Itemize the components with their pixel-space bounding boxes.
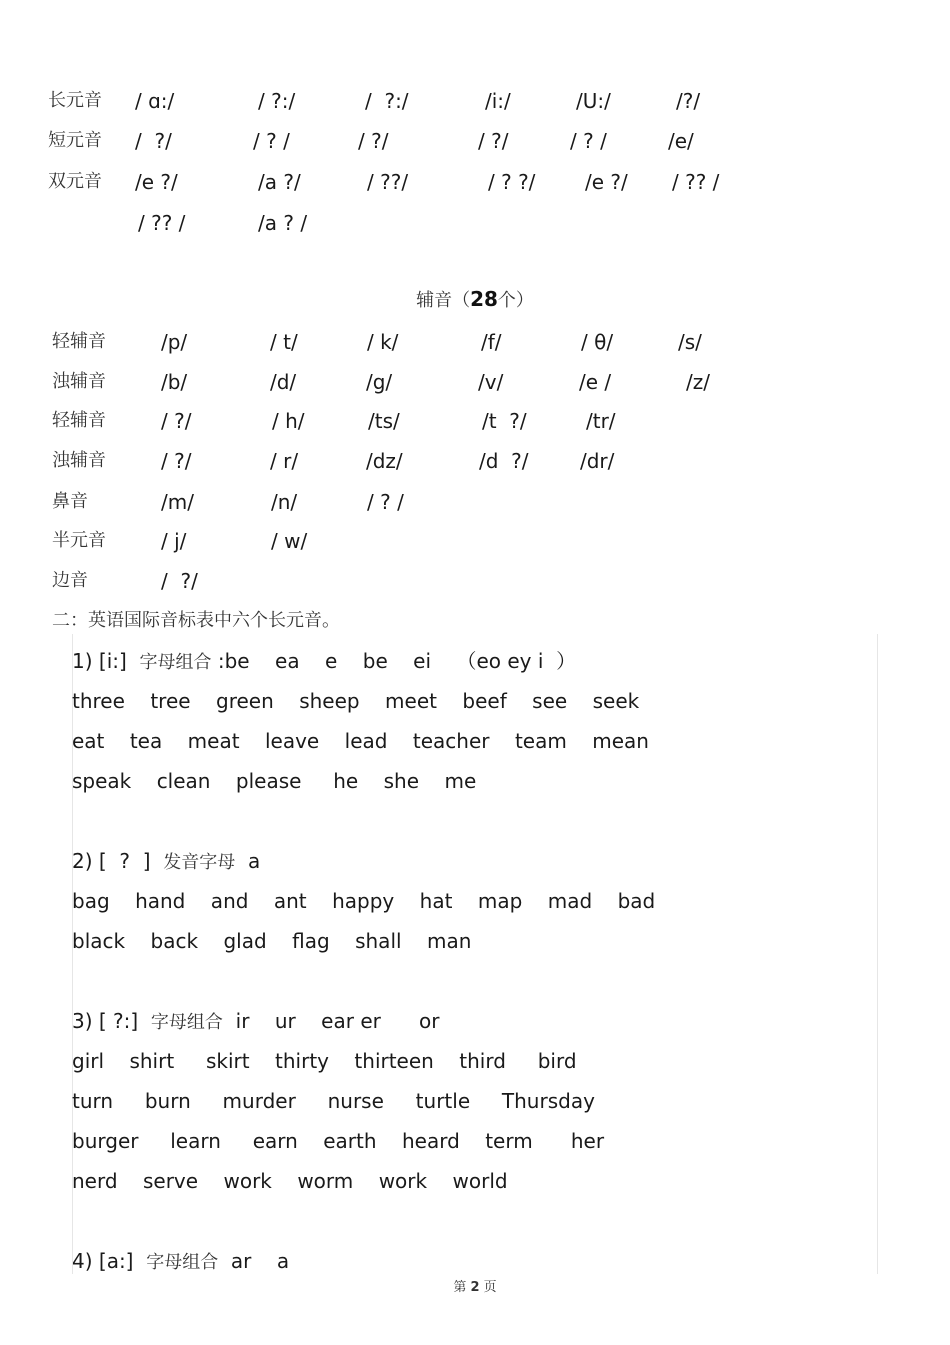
phoneme: / t/ bbox=[270, 330, 298, 354]
consonant-row bbox=[0, 446, 950, 476]
phoneme: / ?:/ bbox=[258, 89, 296, 113]
word-line: bag hand and ant happy hat map mad bad bbox=[72, 889, 656, 913]
vowel-block-2 bbox=[72, 841, 872, 961]
phoneme: / k/ bbox=[367, 330, 399, 354]
word-line: burger learn earn earth heard term her bbox=[72, 1129, 605, 1153]
vowel-row-diphthong-cont bbox=[0, 208, 950, 238]
word-line: eat tea meat leave lead teacher team mean bbox=[72, 729, 649, 753]
phoneme: / ?/ bbox=[161, 569, 198, 593]
block-heading: 3) [ ?:] 字母组合 ir ur ear er or bbox=[72, 1009, 440, 1033]
row-label: 边音 bbox=[52, 570, 88, 591]
phoneme: /e/ bbox=[668, 129, 694, 153]
word-line: black back glad flag shall man bbox=[72, 929, 472, 953]
consonant-row bbox=[0, 487, 950, 517]
row-label: 短元音 bbox=[48, 130, 102, 151]
phoneme: / ?/ bbox=[478, 129, 509, 153]
phoneme: /tr/ bbox=[586, 409, 616, 433]
consonant-row bbox=[0, 327, 950, 357]
phoneme: /?/ bbox=[676, 89, 701, 113]
vowel-row-long bbox=[0, 86, 950, 116]
row-label: 半元音 bbox=[52, 530, 106, 551]
word-line: turn burn murder nurse turtle Thursday bbox=[72, 1089, 595, 1113]
phoneme: /a ? / bbox=[258, 211, 308, 235]
phoneme: / ? / bbox=[367, 490, 404, 514]
consonant-row bbox=[0, 526, 950, 556]
block-heading: 4) [a:] 字母组合 ar a bbox=[72, 1249, 290, 1273]
phoneme: / ?/ bbox=[135, 129, 172, 153]
phoneme: / ? ?/ bbox=[488, 170, 536, 194]
phoneme: /b/ bbox=[161, 370, 188, 394]
page-number: 第 2 页 bbox=[453, 1280, 497, 1295]
phoneme: / ? / bbox=[570, 129, 607, 153]
phoneme: /n/ bbox=[271, 490, 298, 514]
word-line: speak clean please he she me bbox=[72, 769, 477, 793]
phoneme: / ɑ:/ bbox=[135, 89, 175, 113]
vowel-row-short bbox=[0, 126, 950, 156]
frame-line-right bbox=[877, 634, 878, 1274]
block-heading: 2) [ ? ] 发音字母 a bbox=[72, 849, 261, 873]
phoneme: / j/ bbox=[161, 529, 187, 553]
phoneme: /f/ bbox=[481, 330, 502, 354]
vowel-block-1 bbox=[72, 641, 872, 801]
phoneme: / ?/ bbox=[358, 129, 389, 153]
vowel-block-4 bbox=[72, 1241, 872, 1281]
consonant-section-title: 辅音（28个） bbox=[416, 287, 534, 311]
word-line: nerd serve work worm work world bbox=[72, 1169, 508, 1193]
word-line: girl shirt skirt thirty thirteen third bird bbox=[72, 1049, 577, 1073]
phoneme: / ?/ bbox=[161, 449, 192, 473]
phoneme: /e / bbox=[579, 370, 612, 394]
phoneme: /t ?/ bbox=[482, 409, 527, 433]
phoneme: /g/ bbox=[366, 370, 393, 394]
phoneme: / r/ bbox=[270, 449, 299, 473]
phoneme: / w/ bbox=[271, 529, 308, 553]
phoneme: / ??/ bbox=[367, 170, 409, 194]
phoneme: /ts/ bbox=[368, 409, 400, 433]
phoneme: /i:/ bbox=[485, 89, 511, 113]
phoneme: /d ?/ bbox=[479, 449, 529, 473]
phoneme: /a ?/ bbox=[258, 170, 301, 194]
consonant-row bbox=[0, 406, 950, 436]
phoneme: /z/ bbox=[686, 370, 710, 394]
word-line: three tree green sheep meet beef see seek bbox=[72, 689, 640, 713]
phoneme: / ? / bbox=[253, 129, 290, 153]
phoneme: / ?:/ bbox=[365, 89, 409, 113]
row-label: 浊辅音 bbox=[52, 450, 106, 471]
row-label: 浊辅音 bbox=[52, 371, 106, 392]
row-label: 轻辅音 bbox=[52, 331, 106, 352]
phoneme: / θ/ bbox=[581, 330, 614, 354]
block-heading: 1) [i:] 字母组合 :be ea e be ei （eo ey i ） bbox=[72, 649, 577, 673]
phoneme: /U:/ bbox=[576, 89, 611, 113]
phoneme: / ?? / bbox=[138, 211, 186, 235]
phoneme: /m/ bbox=[161, 490, 194, 514]
row-label: 长元音 bbox=[48, 90, 102, 111]
phoneme: / ?/ bbox=[161, 409, 192, 433]
phoneme: /v/ bbox=[478, 370, 504, 394]
row-label: 双元音 bbox=[48, 171, 102, 192]
consonant-row bbox=[0, 566, 950, 596]
phoneme: / ?? / bbox=[672, 170, 720, 194]
row-label: 轻辅音 bbox=[52, 410, 106, 431]
phoneme: /p/ bbox=[161, 330, 188, 354]
phoneme: /s/ bbox=[678, 330, 702, 354]
phoneme: / h/ bbox=[272, 409, 305, 433]
row-label: 鼻音 bbox=[52, 491, 88, 512]
vowel-block-3 bbox=[72, 1001, 872, 1201]
phoneme: /d/ bbox=[270, 370, 297, 394]
phoneme: /e ?/ bbox=[135, 170, 178, 194]
phoneme: /dr/ bbox=[580, 449, 615, 473]
phoneme: /dz/ bbox=[366, 449, 403, 473]
section-heading: 二：英语国际音标表中六个长元音。 bbox=[52, 610, 340, 631]
phoneme: /e ?/ bbox=[585, 170, 628, 194]
vowel-row-diphthong bbox=[0, 167, 950, 197]
consonant-row bbox=[0, 367, 950, 397]
